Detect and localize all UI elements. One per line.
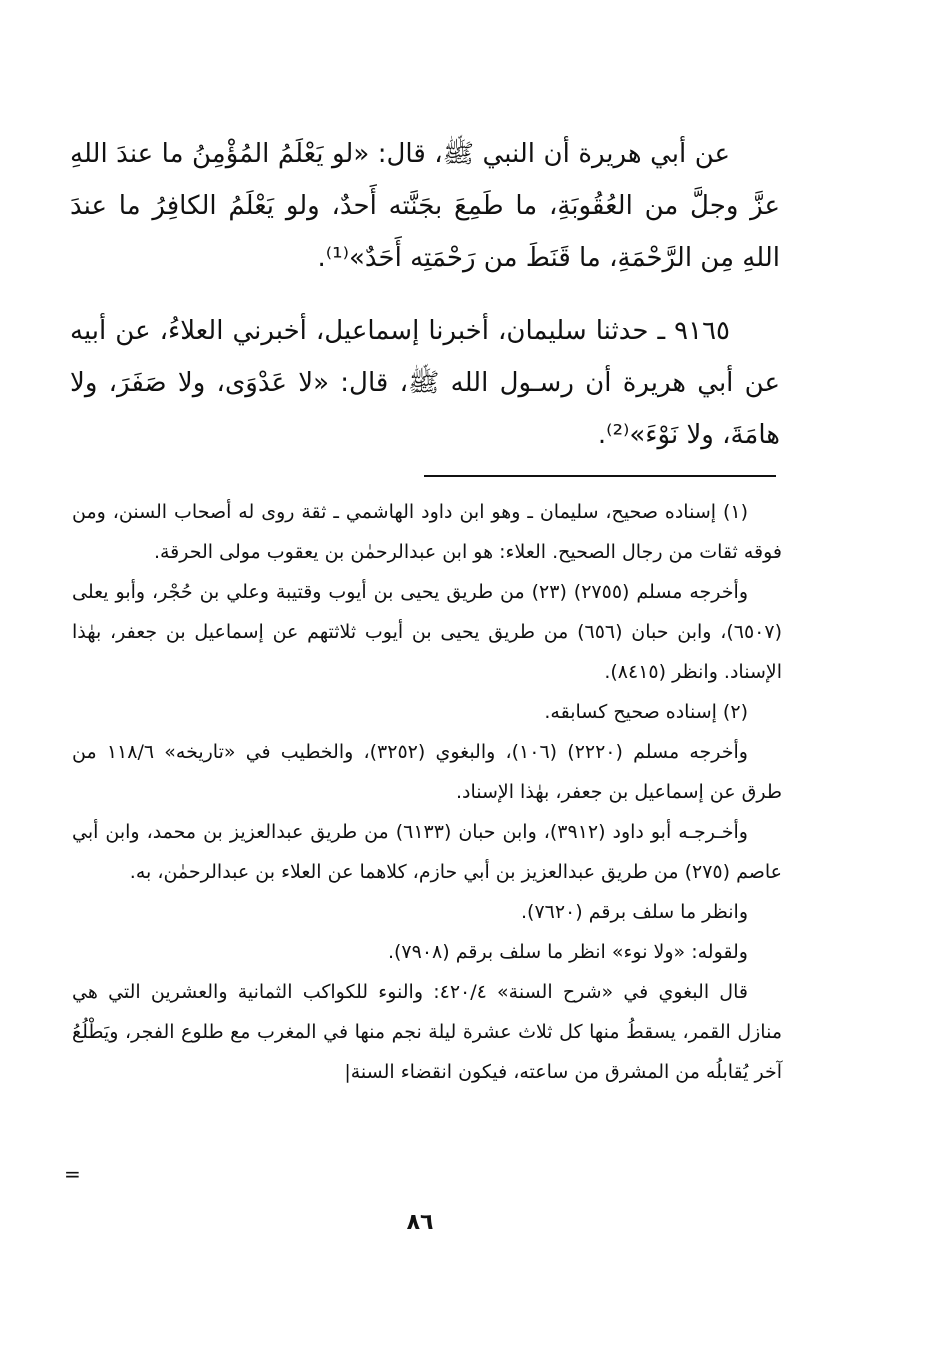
footnote-2-takhrij-1: وأخرجه مسلم (٢٢٢٠) (١٠٦)، والبغوي (٣٢٥٢)، والخطيب في «تاريخه» ١١٨/٦ من طرق عن إسماعيل بن جعفر، بهٰذا الإسناد. bbox=[72, 741, 782, 803]
footnote-2: (٢) إسناده صحيح كسابقه. bbox=[544, 701, 748, 723]
page-number: ٨٦ bbox=[406, 1210, 434, 1235]
hadith-paragraph-2: ٩١٦٥ ـ حدثنا سليمان، أخبرنا إسماعيل، أخبرني العلاءُ، عن أبيه عن أبي هريرة أن رسـول الله ﷺ، قال: «لا عَدْوَى، ولا صَفَرَ، ولا هامَةَ، ولا نَوْءَ»⁽²⁾. bbox=[70, 316, 780, 450]
footnote-1: (١) إسناده صحيح، سليمان ـ وهو ابن داود الهاشمي ـ ثقة روى له أصحاب السنن، ومن فوقه ثقات من رجال الصحيح. العلاء: هو ابن عبدالرحمٰن بن يعقوب مولى الحرقة. bbox=[72, 501, 782, 563]
footnote-2-see-also: وانظر ما سلف برقم (٧٦٢٠). bbox=[520, 901, 748, 923]
continuation-mark: = bbox=[64, 1162, 81, 1186]
footnote-1-takhrij: وأخرجه مسلم (٢٧٥٥) (٢٣) من طريق يحيى بن أيوب وقتيبة وعلي بن حُجْر، وأبو يعلى (٦٥٠٧)، وابن حبان (٦٥٦) من طريق يحيى بن أيوب ثلاثتهم عن إسماعيل بن جعفر، بهٰذا الإسناد. وانظر (٨٤١٥). bbox=[72, 581, 782, 683]
footnotes-section bbox=[72, 492, 782, 1092]
main-text-block-2 bbox=[70, 305, 780, 461]
main-text-block-1 bbox=[70, 128, 780, 284]
footnote-2-baghawi-quote: قال البغوي في «شرح السنة» ٤٢٠/٤: والنوء للكواكب الثمانية والعشرين التي هي منازل القمر، يسقطُ منها كل ثلاث عشرة ليلة نجم منها في المغرب مع طلوع الفجر، ويَطْلُعُ آخر يُقابلُه من المشرق من ساعته، فيكون انقضاء السنة| bbox=[72, 981, 782, 1083]
hadith-paragraph-1: عن أبي هريرة أن النبي ﷺ، قال: «لو يَعْلَمُ المُؤْمِنُ ما عندَ اللهِ عزَّ وجلَّ من العُقُوبَةِ، ما طَمِعَ بجَنَّته أَحدٌ، ولو يَعْلَمُ الكافِرُ ما عندَ اللهِ مِن الرَّحْمَةِ، ما قَنَطَ من رَحْمَتِه أَحَدٌ»⁽¹⁾. bbox=[70, 139, 780, 273]
footnote-separator bbox=[424, 475, 776, 477]
footnote-2-nawa-ref: ولقوله: «ولا نوء» انظر ما سلف برقم (٧٩٠٨). bbox=[387, 941, 748, 963]
footnote-2-takhrij-2: وأخـرجـه أبو داود (٣٩١٢)، وابن حبان (٦١٣٣) من طريق عبدالعزيز بن محمد، وابن أبي عاصم (٢٧٥) من طريق عبدالعزيز بن أبي حازم، كلاهما عن العلاء بن عبدالرحمٰن، به. bbox=[72, 821, 782, 883]
